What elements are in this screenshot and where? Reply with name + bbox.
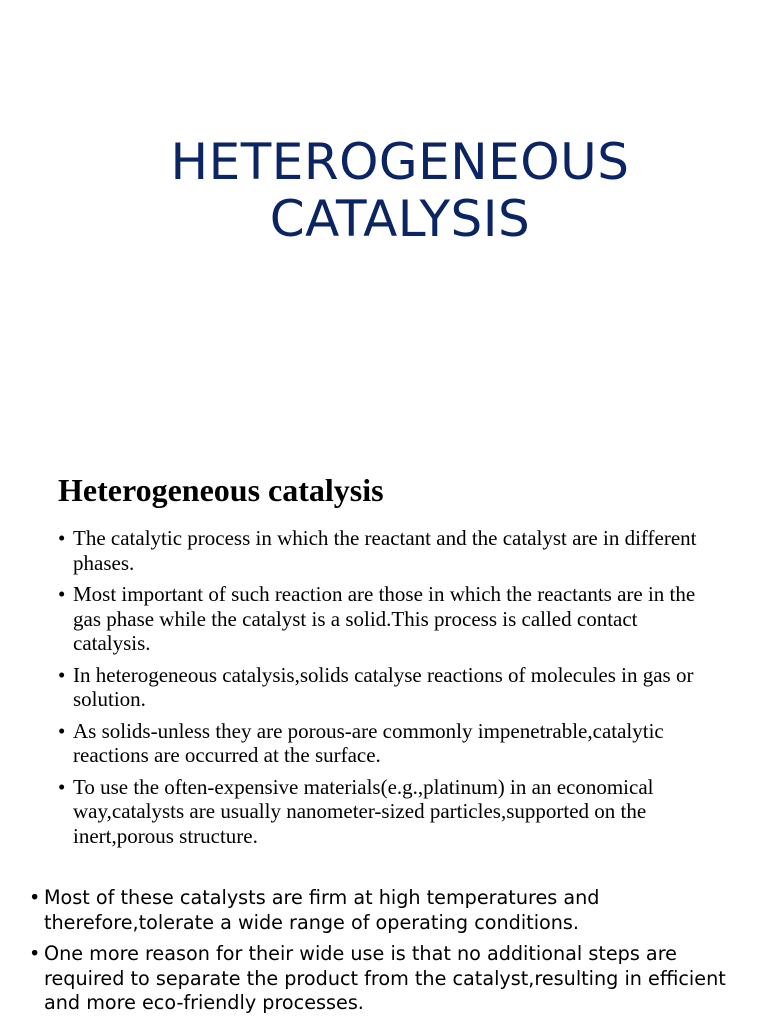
bullet-icon: • [58, 662, 66, 687]
title-line-2: CATALYSIS [269, 190, 531, 248]
list-item-text: In heterogeneous catalysis,solids catalyse reactions of molecules in gas or solution. [73, 662, 694, 711]
list-item-text: One more reason for their wide use is that no additional steps are required to separate the product from the catalyst,resulting in efficient and more eco-friendly processes. [44, 942, 726, 1014]
additional-points-list [29, 886, 749, 1023]
list-item-text: Most important of such reaction are those in which the reactants are in the gas phase while the catalyst is a solid.This process is called contact catalysis. [73, 582, 696, 655]
list-item-text: To use the often-expensive materials(e.g.,platinum) in an economical way,catalysts are usually nanometer-sized particles,supported on the inert,porous structure. [73, 774, 654, 848]
list-item-text: The catalytic process in which the reactant and the catalyst are in different phases. [73, 526, 697, 575]
list-item [58, 526, 718, 575]
bullet-icon: • [58, 582, 66, 606]
bullet-icon: • [29, 942, 41, 965]
list-item [58, 582, 718, 656]
bullet-icon: • [29, 886, 41, 909]
section-heading: Heterogeneous catalysis [58, 472, 384, 508]
bullet-icon: • [58, 526, 66, 550]
list-item-text: Most of these catalysts are firm at high temperatures and therefore,tolerate a wide range of operating conditions. [44, 886, 600, 934]
title-line-1: HETEROGENEOUS [170, 133, 630, 191]
slide-title [0, 134, 768, 248]
list-item [58, 719, 718, 768]
list-item [29, 942, 749, 1016]
definition-list [58, 526, 718, 855]
list-item [58, 663, 718, 712]
list-item [29, 886, 749, 935]
list-item [58, 775, 718, 849]
bullet-icon: • [58, 718, 66, 743]
bullet-icon: • [58, 774, 66, 799]
list-item-text: As solids-unless they are porous-are commonly impenetrable,catalytic reactions are occurred at the surface. [73, 718, 664, 767]
